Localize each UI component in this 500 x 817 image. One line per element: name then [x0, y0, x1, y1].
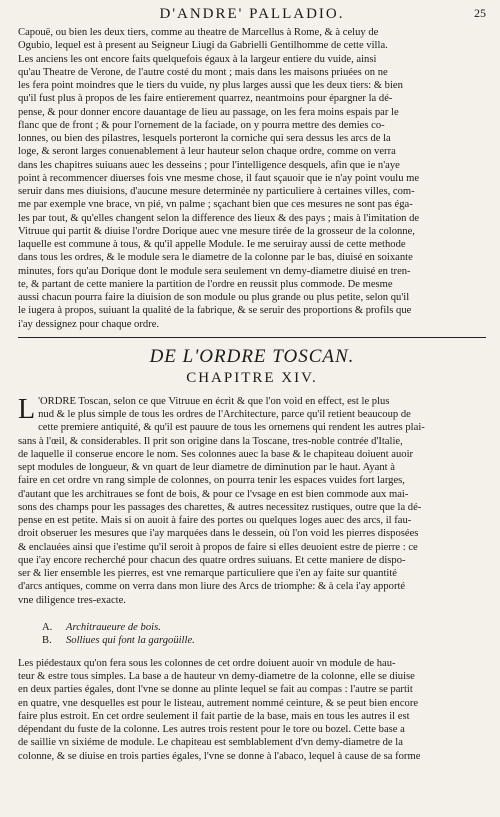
text-line: Capouë, ou bien les deux tiers, comme au theatre de Marcellus à Rome, & à celuy de	[18, 27, 379, 38]
text-line: pense en est petite. Mais si on auoit à faire des portes ou quelques loges auec des arcs, il fau-	[18, 515, 412, 526]
legend-letter: A.	[42, 621, 53, 633]
legend-item	[42, 634, 486, 647]
text-line: nud & le plus simple de tous les ordres de l'Architecture, parce qu'il retient beaucoup de	[38, 409, 411, 420]
text-line: de saillie vn sixiéme de module. Le chapiteau est semblablement d'vn demy-diametre de la	[18, 737, 403, 749]
text-line: qu'au Theatre de Verone, de l'autre costé du mont ; mais dans les maisons priuées on ne	[18, 66, 388, 78]
text-line: dans tous les ordres, & le module sera le diametre de la colonne par le bas, diuisé en soixante	[18, 252, 413, 264]
running-title: D'ANDRE' PALLADIO.	[159, 6, 345, 22]
text-line: teur & estre tous simples. La base a de hauteur vn demy-diametre de la colonne, elle se diuise	[18, 671, 415, 682]
text-line: sans à l'œil, & considerables. Il prit son origine dans la Toscane, tres-noble contrée d'Italie,	[18, 435, 403, 447]
chapter-title: CHAPITRE XIV.	[186, 369, 318, 386]
text-line: lonnes, ou bien des pilastres, lesquels porteront la corniche qui sera dessus les arcs de la	[18, 133, 391, 144]
text-line: pense, & pour donner encore dauantage de lieu au passage, on les fera moins espais par le	[18, 106, 399, 118]
text-line: te, & partant de cette maniere la partition de l'ordre en reussit plus commode. De mesme	[18, 278, 393, 290]
text-line: d'autant que les architraues se font de bois, & pour ce l'vsage en est bien commode aux mai-	[18, 488, 409, 500]
text-line: que i'ay encore recherché pour chacun des quatre ordres suiuans. Et cette maniere de dispo-	[18, 554, 406, 566]
text-line: seruir dans mes diuisions, d'aucune mesure determinée ny particuliere à certaines villes, com-	[18, 186, 415, 197]
legend-text: Solliues qui font la gargoüille.	[66, 634, 195, 646]
tuscan-paragraph	[18, 395, 486, 607]
text-line: ser & lier ensemble les pierres, est vne remarque particuliere que i'en ay faite sur quantité	[18, 568, 398, 579]
text-line: droit obseruer les mesures que i'ay marquées dans le dessein, où l'on void les pierres disposées	[18, 528, 419, 540]
text-line: les par tout, & qu'elles changent selon la difference des lieux & des pays ; mais à l'imitation de	[18, 212, 420, 224]
text-line: dépendant du fuste de la colonne. Les autres trois restent pour le tore ou bozel. Cette base a	[18, 724, 405, 735]
legend-text: Architraueure de bois.	[66, 621, 161, 633]
section-title: DE L'ORDRE TOSCAN.	[149, 345, 355, 367]
text-line: les fera point moindres que le tiers du vuide, ny plus larges aussi que les deux tiers: & bien	[18, 80, 403, 91]
text-line: minutes, fors qu'au Dorique dont le module sera seulement vn demy-diametre diuisé en tren-	[18, 265, 411, 277]
drop-cap: L	[18, 393, 36, 425]
text-line: qu'il fust plus à propos de les faire entierement quarrez, neantmoins pour épargner la dé-	[18, 93, 393, 105]
text-line: faire plus estroit. En cet ordre seulement il fait partie de la base, mais en tous les autres il est	[18, 710, 410, 722]
legend-letter: B.	[42, 634, 52, 646]
text-line: point à recommencer diuerses fois vne mesme chose, il faut sçauoir que ie n'ay point voulu me	[18, 172, 420, 184]
text-line: en deux parties égales, dont l'vne se donne au plinte lequel se fait au compas : l'autre se partit	[18, 684, 413, 696]
text-line: de laquelle il conserue encore le nom. Ses colonnes auec la base & le chapiteau doiuent auoir	[18, 448, 414, 460]
text-line: cette premiere antiquité, & qu'il est pauure de tous les ornemens qui rendent les autres plai-	[38, 422, 425, 434]
text-line: en quatre, vne desquelles est pour le listeau, autrement nommé ceinture, & se peut bien encore	[18, 697, 419, 709]
text-line: 'ORDRE Toscan, selon ce que Vitruue en écrit & que l'on void en effect, est le plus	[38, 395, 390, 407]
section-divider	[18, 337, 486, 338]
text-line: laquelle est commune à tous, & qu'il appelle Module. Ie me seruiray aussi de cette methode	[18, 239, 406, 250]
text-line: sept modules de longueur, & vn quart de leur diametre de diminution par le haut. Ayant à	[18, 462, 395, 473]
text-line: Les anciens les ont encore faits quelquefois égaux à la largeur entiere du vuide, ainsi	[18, 53, 377, 65]
text-line: Les piédestaux qu'on fera sous les colonnes de cet ordre doiuent auoir vn module de hau-	[18, 657, 396, 669]
text-line: i'ay dessignez pour chaque ordre.	[18, 318, 160, 330]
text-line: colonne, & se diuise en trois parties égales, l'vne se donne à l'abaco, lequel à cause de sa forme	[18, 750, 421, 762]
text-line: & enclauées ainsi que i'estime qu'il seroit à propos de faire si elles deuoient estre de pierre : ce	[18, 541, 418, 553]
legend-item	[42, 621, 486, 634]
text-line: vne diligence tres-exacte.	[18, 594, 126, 606]
running-header	[18, 6, 486, 24]
text-line: Ogubio, lequel est à present au Seigneur Liugi da Gabrielli Gentilhomme de cette villa.	[18, 40, 388, 52]
text-line: faire en cet ordre vn rang simple de colonnes, on pourra tenir les espaces vuides fort larges,	[18, 475, 405, 487]
intro-paragraph	[18, 26, 486, 331]
text-line: aussi chacun pourra faire la diuision de son module ou plus grande ou plus petite, selon qu'il	[18, 292, 410, 303]
text-line: Vitruue qui partit & diuise l'ordre Dorique auec vne mesure tirée de la grosseur de la colonne,	[18, 225, 415, 237]
page-number: 25	[474, 6, 486, 20]
pedestal-paragraph	[18, 657, 486, 763]
text-line: d'arcs antiques, comme on verra dans mon liure des Arcs de triomphe: & à cela i'ay apporté	[18, 581, 406, 593]
figure-legend	[42, 621, 486, 647]
text-line: sons des champs pour les passages des charettes, & autres necessitez rustiques, outre que la dé-	[18, 501, 422, 513]
text-line: flanc que de front ; & pour l'ornement de la faciade, on y pourra mettre des demies co-	[18, 119, 385, 131]
text-line: le iugera à propos, suiuant la qualité de la fabrique, & se seruir des proportions & profils que	[18, 305, 412, 317]
text-line: dans les chapitres suiuans auec les desseins ; pour l'intelligence desquels, afin que ie n'aye	[18, 159, 400, 171]
text-line: me par exemple vne brace, vn pié, vn palme ; sçachant bien que ces mesures ne sont pas éga-	[18, 199, 413, 211]
text-line: loge, & seront larges conuenablement à leur hauteur selon chaque ordre, comme on verra	[18, 146, 396, 158]
